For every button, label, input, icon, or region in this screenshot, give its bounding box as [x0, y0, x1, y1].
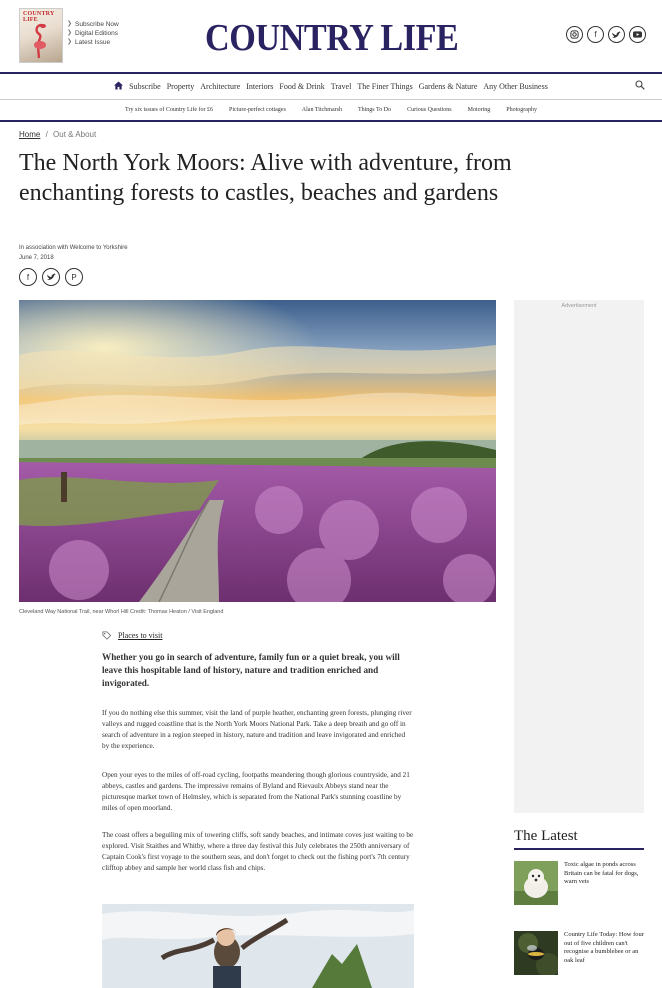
latest-thumbnail-bee[interactable]: [514, 931, 558, 975]
breadcrumb-separator: /: [45, 130, 48, 139]
home-icon[interactable]: [114, 81, 123, 93]
chevron-right-icon: ❯: [67, 39, 73, 45]
subnav-item-things-to-do[interactable]: Things To Do: [357, 107, 392, 113]
subnav-item-alan-titchmarsh[interactable]: Alan Titchmarsh: [301, 107, 342, 113]
subnav-item-trial-offer[interactable]: Try six issues of Country Life for £6: [125, 107, 213, 113]
nav-item-property[interactable]: Property: [166, 82, 195, 91]
latest-thumbnail-dog[interactable]: [514, 861, 558, 905]
tag-icon: [102, 631, 111, 640]
article-lede: Whether you go in search of adventure, family fun or a quiet break, you will leave this hospitable land of history, nature and tradition enriched and invigorated.: [102, 652, 400, 688]
nav-item-travel[interactable]: Travel: [330, 82, 352, 91]
latest-item-title[interactable]: Country Life Today: How four out of five children can't recognise a bumblebee or an oak leaf: [564, 931, 644, 964]
facebook-icon[interactable]: f: [19, 268, 37, 286]
nav-item-gardens-nature[interactable]: Gardens & Nature: [418, 82, 478, 91]
article-tag: [102, 631, 162, 640]
subscribe-now-link[interactable]: ❯ Subscribe Now: [67, 21, 119, 28]
article-paragraph: The coast offers a beguiling mix of towering cliffs, soft sandy beaches, and intimate coves just waiting to be explored. Visit Staithes and Whitby, where a three day festival this July celebrates the 250th anniversary of Captain Cook's first voyage to the southern seas, and don't forget to check out the fishing port's 7th century clifftop abbey and sample her world class fish and chips.: [102, 831, 414, 872]
nav-item-architecture[interactable]: Architecture: [200, 82, 241, 91]
flamingo-illustration: [28, 23, 52, 59]
latest-heading: The Latest: [514, 828, 644, 850]
hero-caption: Cleveland Way National Trail, near Whorl Hill Credit: Thomas Heaton / Visit England: [19, 609, 224, 615]
breadcrumb: [19, 130, 96, 139]
magazine-links: [67, 20, 119, 47]
nav-item-subscribe[interactable]: Subscribe: [129, 82, 161, 91]
breadcrumb-home[interactable]: Home: [19, 130, 41, 139]
breadcrumb-section[interactable]: Out & About: [53, 130, 97, 139]
nav-item-any-other-business[interactable]: Any Other Business: [483, 82, 548, 91]
article-paragraph: Open your eyes to the miles of off-road cycling, footpaths meandering though glorious countryside, and 21 abbeys, castles and gardens. The impressive remains of Byland and Rievaulx Abbeys stand near the picturesque market town of Helmsley, which is separated from the National Park's stunning coastline by miles of open moorland.: [102, 771, 410, 812]
digital-editions-link[interactable]: ❯ Digital Editions: [67, 30, 119, 37]
article-photo-child: [102, 904, 414, 988]
chevron-right-icon: ❯: [67, 30, 73, 36]
twitter-icon[interactable]: [608, 26, 625, 43]
latest-item[interactable]: [514, 931, 644, 975]
hero-image: [19, 300, 496, 602]
twitter-icon[interactable]: [42, 268, 60, 286]
article-title: The North York Moors: Alive with adventure, from enchanting forests to castles, beaches and gardens: [19, 150, 512, 206]
advertisement-label: Advertisement: [561, 303, 597, 309]
latest-issue-link[interactable]: ❯ Latest Issue: [67, 39, 111, 46]
nav-item-food-drink[interactable]: Food & Drink: [279, 82, 325, 91]
facebook-icon[interactable]: f: [587, 26, 604, 43]
nav-item-interiors[interactable]: Interiors: [246, 82, 274, 91]
subnav-item-curious-questions[interactable]: Curious Questions: [407, 107, 452, 113]
share-buttons: [19, 268, 83, 286]
subnav-item-cottages[interactable]: Picture-perfect cottages: [228, 107, 286, 113]
primary-nav: [0, 72, 662, 100]
pinterest-icon[interactable]: P: [65, 268, 83, 286]
magazine-cover-thumbnail[interactable]: [19, 8, 63, 63]
subnav-item-photography[interactable]: Photography: [506, 107, 537, 113]
chevron-right-icon: ❯: [67, 21, 73, 27]
article-paragraph: If you do nothing else this summer, visit the land of purple heather, enchanting green forests, plunging river valleys and rugged coastline that is the North York Moors National Park. Take a deep breath and go off in search of adventure in a region steeped in history, nature and tradition and leave invigorated and enriched by the experience.: [102, 709, 412, 750]
magazine-masthead: COUNTRY LIFE: [23, 11, 55, 23]
tag-link[interactable]: Places to visit: [118, 631, 163, 640]
youtube-icon[interactable]: [629, 26, 646, 43]
article-association: In association with Welcome to Yorkshire: [19, 245, 128, 251]
instagram-icon[interactable]: [566, 26, 583, 43]
search-icon[interactable]: [635, 80, 645, 90]
nav-item-finer-things[interactable]: The Finer Things: [357, 82, 413, 91]
secondary-nav: [0, 100, 662, 122]
site-logo[interactable]: COUNTRY LIFE: [205, 17, 459, 59]
latest-item-title[interactable]: Toxic algae in ponds across Britain can be fatal for dogs, warn vets: [564, 861, 639, 885]
site-header: [0, 0, 662, 70]
header-social-links: [566, 26, 646, 43]
article-date: June 7, 2018: [19, 255, 54, 261]
latest-item[interactable]: [514, 861, 644, 905]
subnav-item-motoring[interactable]: Motoring: [467, 107, 491, 113]
advertisement-slot: [514, 300, 644, 813]
